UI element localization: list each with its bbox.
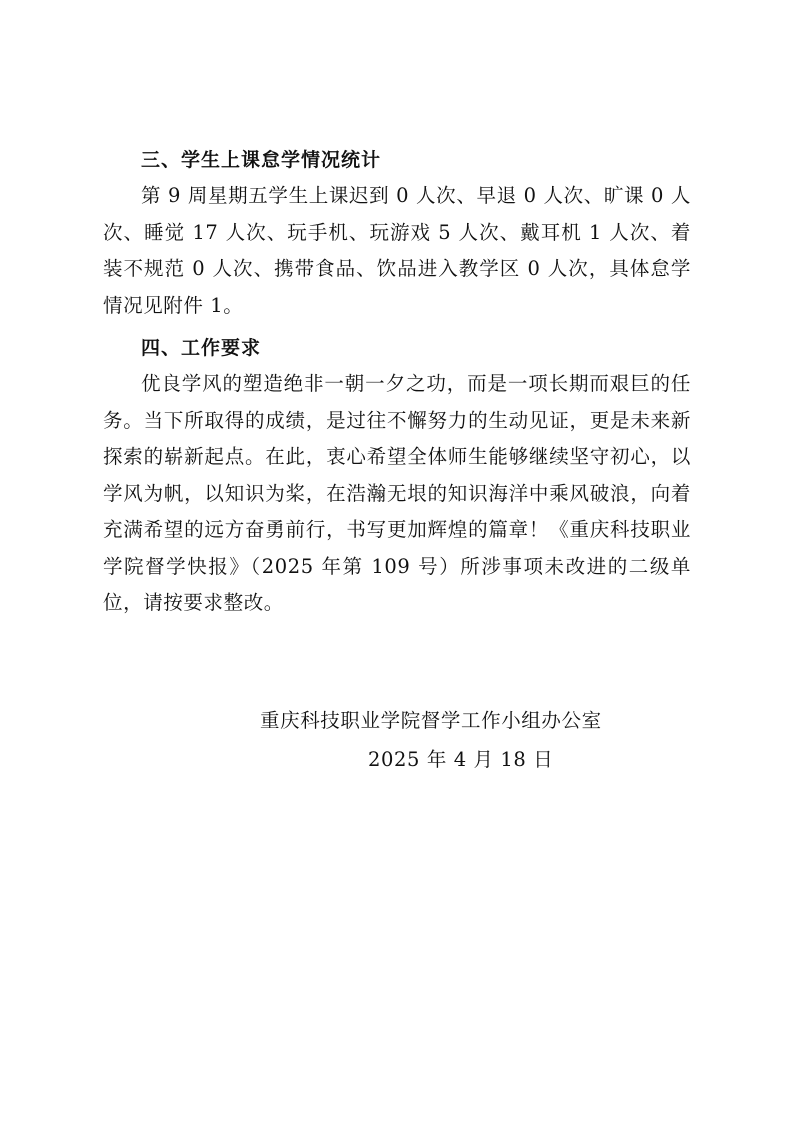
section-heading-attendance-stats: 三、学生上课怠学情况统计 [141,149,382,171]
work-requirements-paragraph: 优良学风的塑造绝非一朝一夕之功，而是一项长期而艰巨的任务。当下所取得的成绩，是过往不懈努力的生动见证，更是未来新探索的崭新起点。在此，衷心希望全体师生能够继续坚守初心，以学风为帆，以知识为桨，在浩瀚无垠的知识海洋中乘风破浪，向着充满希望的远方奋勇前行，书写更加辉煌的篇章！《重庆科技职业学院督学快报》（2025 年第 109 号）所涉事项未改进的二级单位，请按要求整改。 [103,372,691,614]
attendance-stats-paragraph: 第 9 周星期五学生上课迟到 0 人次、早退 0 人次、旷课 0 人次、睡觉 17 人次、玩手机、玩游戏 5 人次、戴耳机 1 人次、着装不规范 0 人次、携带食品、饮品进入教学区 0 人次，具体怠学情况见附件 1。 [103,184,691,317]
section-heading-work-requirements: 四、工作要求 [141,337,262,359]
signature-date: 2025 年 4 月 18 日 [368,748,554,771]
signature-organization: 重庆科技职业学院督学工作小组办公室 [260,709,602,732]
document-body [103,142,691,622]
